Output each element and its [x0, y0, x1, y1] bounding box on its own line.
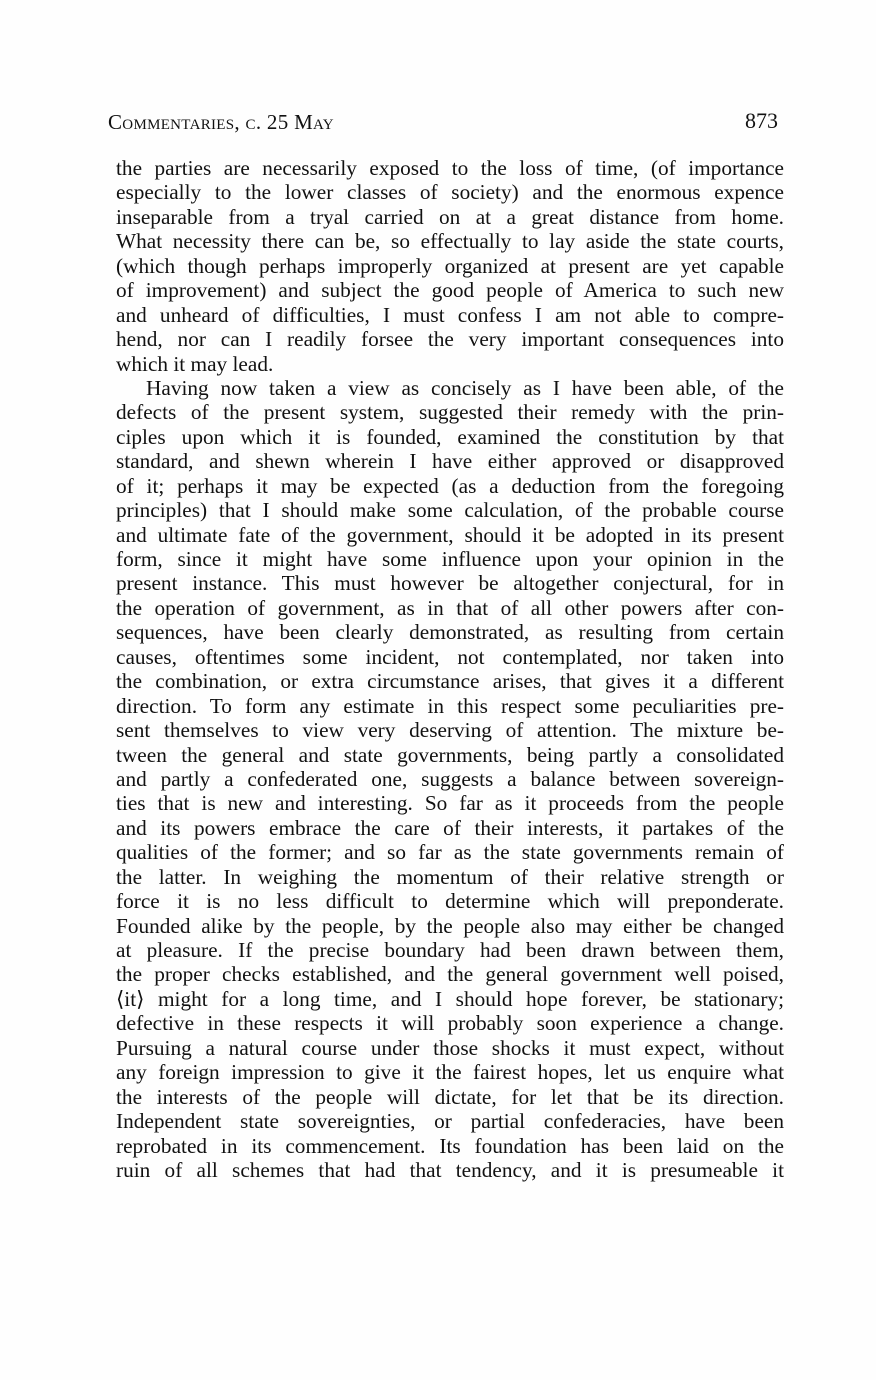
text-line: (which though perhaps improperly organized at present are yet capable — [116, 253, 784, 278]
text-line: Pursuing a natural course under those shocks it must expect, without — [116, 1035, 784, 1060]
text-line: of improvement) and subject the good people of America to such new — [116, 278, 784, 303]
text-line: direction. To form any estimate in this respect some peculiarities pre- — [116, 693, 784, 718]
text-line: any foreign impression to give it the fairest hopes, let us enquire what — [116, 1060, 784, 1085]
text-line: qualities of the former; and so far as the state governments remain of — [116, 840, 784, 865]
text-line: sequences, have been clearly demonstrated, as resulting from certain — [116, 620, 784, 645]
text-line: Independent state sovereignties, or partial confederacies, have been — [116, 1109, 784, 1134]
text-line: the combination, or extra circumstance arises, that gives it a different — [116, 669, 784, 694]
text-line: causes, oftentimes some incident, not contemplated, nor taken into — [116, 644, 784, 669]
text-line: standard, and shewn wherein I have either approved or disapproved — [116, 449, 784, 474]
text-line: ⟨it⟩ might for a long time, and I should hope forever, be stationary; — [116, 986, 784, 1011]
text-line: of it; perhaps it may be expected (as a deduction from the foregoing — [116, 473, 784, 498]
text-line: the operation of government, as in that of all other powers after con- — [116, 595, 784, 620]
text-line: ties that is new and interesting. So far as it proceeds from the people — [116, 791, 784, 816]
text-line: present instance. This must however be altogether conjectural, for in — [116, 571, 784, 596]
text-line: inseparable from a tryal carried on at a great distance from home. — [116, 204, 784, 229]
text-line: force it is no less difficult to determine which will preponderate. — [116, 889, 784, 914]
paragraph-2 — [116, 376, 784, 1182]
text-line: defective in these respects it will probably soon experience a change. — [116, 1011, 784, 1036]
text-line: the proper checks established, and the general government well poised, — [116, 962, 784, 987]
running-title: Commentaries, c. 25 May — [108, 110, 334, 134]
text-line: especially to the lower classes of society) and the enormous expence — [116, 180, 784, 205]
text-line: form, since it might have some influence upon your opinion in the — [116, 547, 784, 571]
running-head — [108, 104, 778, 140]
page-number: 873 — [745, 108, 778, 133]
body-text — [116, 156, 784, 1182]
text-line: sent themselves to view very deserving of attention. The mixture be- — [116, 718, 784, 743]
text-line: the parties are necessarily exposed to the loss of time, (of importance — [116, 156, 784, 180]
text-line: tween the general and state governments, being partly a consolidated — [116, 742, 784, 767]
text-line: ruin of all schemes that had that tendency, and it is presumeable it — [116, 1157, 784, 1182]
text-line: Founded alike by the people, by the people also may either be changed — [116, 913, 784, 938]
text-line: principles) that I should make some calculation, of the probable course — [116, 498, 784, 523]
text-line: defects of the present system, suggested their remedy with the prin- — [116, 400, 784, 425]
text-line: and ultimate fate of the government, should it be adopted in its present — [116, 522, 784, 547]
text-line: the latter. In weighing the momentum of their relative strength or — [116, 864, 784, 889]
text-line: Having now taken a view as concisely as I have been able, of the — [146, 375, 784, 400]
text-line: and its powers embrace the care of their interests, it partakes of the — [116, 815, 784, 840]
text-line: and partly a confederated one, suggests a balance between sovereign- — [116, 766, 784, 791]
paragraph-1 — [116, 156, 784, 376]
text-line: the interests of the people will dictate, for let that be its direction. — [116, 1084, 784, 1109]
text-line: and unheard of difficulties, I must confess I am not able to compre- — [116, 302, 784, 327]
text-line: at pleasure. If the precise boundary had been drawn between them, — [116, 938, 784, 962]
text-line: which it may lead. — [116, 351, 274, 376]
text-line: reprobated in its commencement. Its foundation has been laid on the — [116, 1133, 784, 1158]
text-line: hend, nor can I readily forsee the very important consequences into — [116, 327, 784, 352]
text-line: ciples upon which it is founded, examined the constitution by that — [116, 424, 784, 449]
text-line: What necessity there can be, so effectually to lay aside the state courts, — [116, 229, 784, 254]
